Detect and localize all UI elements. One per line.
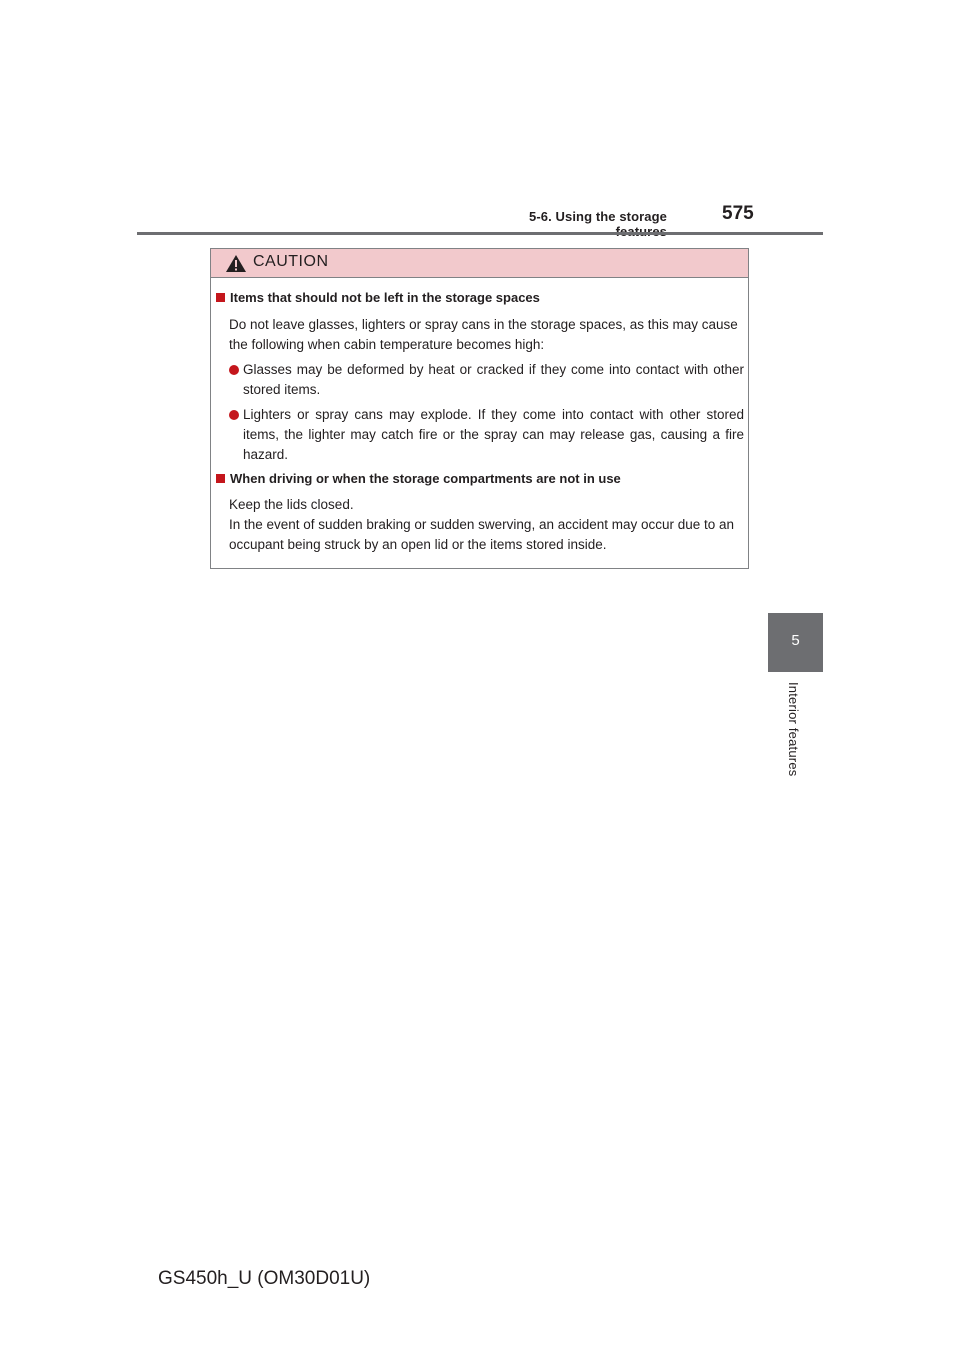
chapter-tab: [768, 613, 823, 672]
list-item-text: Glasses may be deformed by heat or cracked if they come into contact with other stored items.: [243, 362, 744, 397]
section-line: Keep the lids closed.: [229, 497, 354, 512]
list-item: [229, 360, 744, 400]
footer-model-code: GS450h_U (OM30D01U): [158, 1268, 371, 1289]
section-paragraph: In the event of sudden braking or sudden swerving, an accident may occur due to an occupant being struck by an open lid or the items stored inside.: [229, 517, 735, 552]
section-intro: Do not leave glasses, lighters or spray cans in the storage spaces, as this may cause the following when cabin temperature becomes high:: [229, 317, 738, 352]
section-heading-text: When driving or when the storage compartments are not in use: [230, 471, 621, 486]
caution-title: CAUTION: [253, 253, 329, 270]
section-heading: [216, 471, 621, 486]
round-bullet-icon: [229, 410, 239, 420]
caution-header: [211, 249, 748, 278]
section-heading-text: Items that should not be left in the storage spaces: [230, 290, 540, 305]
warning-triangle-icon: [225, 254, 247, 273]
chapter-side-label: Interior features: [786, 682, 801, 777]
round-bullet-icon: [229, 365, 239, 375]
square-bullet-icon: [216, 293, 225, 302]
square-bullet-icon: [216, 474, 225, 483]
page-number: 575: [722, 203, 754, 224]
running-header-title: 5-6. Using the storage: [528, 209, 667, 224]
header-rule: [137, 232, 823, 235]
caution-box: [210, 248, 749, 569]
chapter-tab-number: 5: [791, 632, 800, 649]
list-item: [229, 405, 744, 465]
section-heading: [216, 290, 540, 305]
list-item-text: Lighters or spray cans may explode. If they come into contact with other stored items, the lighter may catch fire or the spray can may release gas, causing a fire hazard.: [243, 407, 744, 462]
